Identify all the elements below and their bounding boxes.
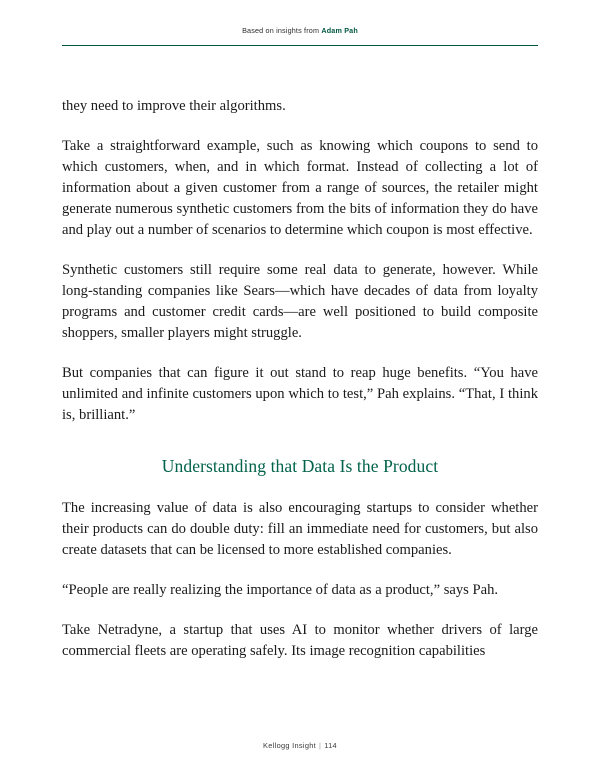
page-number: 114 <box>324 741 337 750</box>
section-heading: Understanding that Data Is the Product <box>161 456 439 476</box>
body-column <box>62 96 538 662</box>
paragraph: The increasing value of data is also encouraging startups to consider whether their products can do double duty: fill an immediate need for customers, but also create datasets that can be licensed to more established companies. <box>62 500 538 558</box>
paragraph: Synthetic customers still require some real data to generate, however. While long-standing companies like Sears—which have decades of data from loyalty programs and customer credit cards—are well positioned to build composite shoppers, smaller players might struggle. <box>62 262 538 341</box>
paragraph: “People are really realizing the importance of data as a product,” says Pah. <box>62 582 499 598</box>
running-head <box>62 26 538 35</box>
running-head-author: Adam Pah <box>321 26 358 35</box>
page-footer <box>62 741 538 750</box>
paragraph: Take a straightforward example, such as knowing which coupons to send to which customers, when, and in which format. Instead of collecting a lot of information about a given customer from a range of sources, the retailer might generate numerous synthetic customers from the bits of information they do have and play out a number of scenarios to determine which coupon is most effective. <box>62 138 538 238</box>
header-divider <box>62 45 538 46</box>
paragraph: they need to improve their algorithms. <box>62 98 286 114</box>
paragraph: Take Netradyne, a startup that uses AI to monitor whether drivers of large commercial fleets are operating safely. Its image recognition capabilities <box>62 622 538 659</box>
footer-separator: | <box>319 741 322 750</box>
footer-publication: Kellogg Insight <box>263 741 317 750</box>
running-head-prefix: Based on insights from <box>242 26 322 35</box>
paragraph: But companies that can figure it out stand to reap huge benefits. “You have unlimited and infinite customers upon which to test,” Pah explains. “That, I think is, brilliant.” <box>62 365 538 423</box>
